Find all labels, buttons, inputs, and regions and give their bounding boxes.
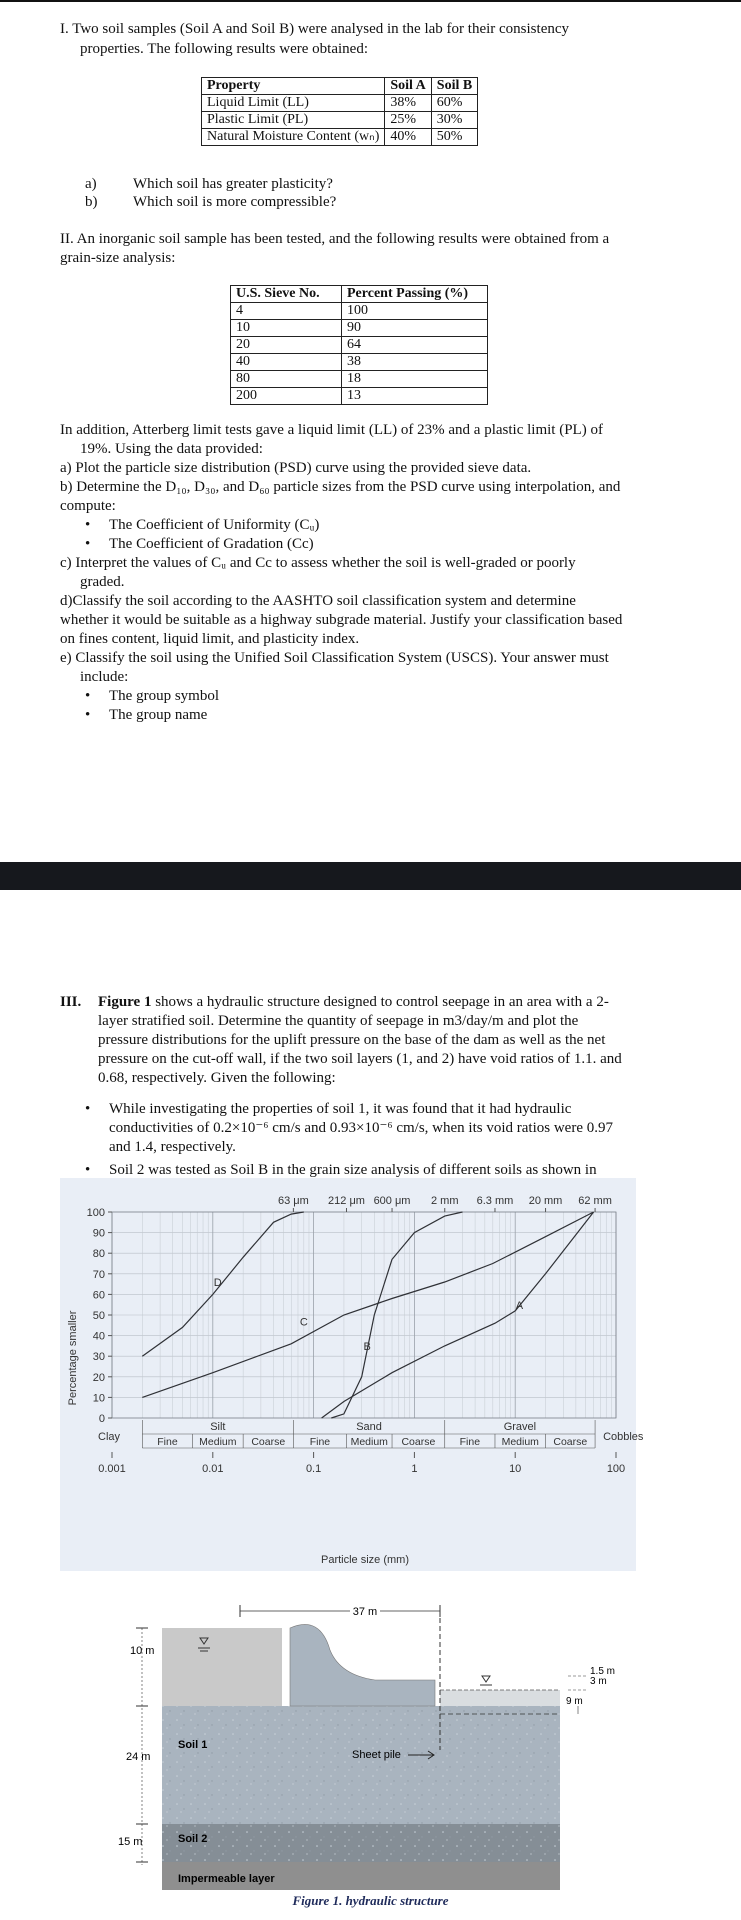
table-cell: 64 — [342, 337, 488, 354]
subclass-label: Fine — [459, 1436, 481, 1448]
x-tick-label: 0.001 — [98, 1463, 126, 1475]
y-tick-label: 60 — [92, 1289, 105, 1302]
q1-intro-line2: properties. The following results were obtained: — [80, 41, 368, 57]
table-cell: Plastic Limit (PL) — [202, 112, 385, 129]
subclass-label: Coarse — [401, 1436, 436, 1448]
class-label: Gravel — [503, 1421, 537, 1433]
table-cell: Natural Moisture Content (wₙ) — [202, 129, 385, 146]
impermeable-label: Impermeable layer — [178, 1873, 275, 1885]
y-tick-label: 30 — [92, 1351, 105, 1364]
q1-intro-line1: I. Two soil samples (Soil A and Soil B) were analysed in the lab for their consistency — [60, 21, 570, 37]
list-item — [85, 706, 208, 724]
upstream-water — [162, 1628, 282, 1706]
table-row — [202, 112, 478, 129]
q3-line1 — [98, 993, 609, 1011]
q2-intro-line1: II. An inorganic soil sample has been tested, and the following results were obtained from a — [60, 231, 610, 247]
list-item — [85, 535, 314, 553]
q1b-text: Which soil is more compressible? — [133, 194, 337, 210]
x-tick-label: 10 — [509, 1463, 522, 1475]
water-level-icon — [480, 1676, 492, 1685]
table-cell: Soil A — [385, 78, 431, 95]
table-row — [231, 354, 488, 371]
table-row — [231, 320, 488, 337]
q3-bullet1-line3: and 1.4, respectively. — [109, 1139, 236, 1155]
q2-text-line: graded. — [80, 574, 125, 590]
x-tick-label: 100 — [606, 1463, 626, 1475]
dim-37-label: 37 m — [352, 1606, 378, 1618]
top-tick-label: 6.3 mm — [476, 1195, 514, 1207]
table-cell: 40 — [231, 354, 342, 371]
table-cell: 25% — [385, 112, 431, 129]
bullet-dot: • — [85, 517, 91, 533]
y-tick-label: 70 — [92, 1268, 105, 1281]
bullet-dot: • — [85, 536, 91, 552]
gradation-chart — [60, 1178, 644, 1571]
bullet-dot: • — [85, 688, 91, 704]
subclass-label: Fine — [157, 1436, 178, 1448]
series-label-c: C — [299, 1316, 308, 1329]
dim-10-label: 10 m — [130, 1645, 155, 1657]
list-item-text: The Coefficient of Uniformity (Cᵤ) — [109, 517, 320, 533]
q2-text-line: In addition, Atterberg limit tests gave a liquid limit (LL) of 23% and a plastic limit (PL) of — [60, 422, 603, 438]
bullet-dot: • — [85, 707, 91, 723]
table-row — [231, 388, 488, 405]
table-cell: U.S. Sieve No. — [231, 286, 342, 303]
q3-line3: pressure distributions for the uplift pressure on the base of the dam as well as the net — [98, 1032, 606, 1048]
top-tick-label: 63 μm — [277, 1195, 309, 1207]
sheet-pile-label: Sheet pile — [352, 1749, 401, 1761]
q3-line2: layer stratified soil. Determine the quantity of seepage in m3/day/m and plot the — [98, 1013, 579, 1029]
q1b-label: b) — [85, 194, 98, 210]
q2-text-line: whether it would be suitable as a highway subgrade material. Justify your classification based — [60, 612, 623, 628]
subclass-label: Fine — [309, 1436, 331, 1448]
class-label: Sand — [356, 1421, 382, 1433]
q2-text-line: e) Classify the soil using the Unified Soil Classification System (USCS). Your answer must — [60, 650, 609, 666]
x-tick-label: 0.01 — [202, 1463, 224, 1475]
soil-layer-1-texture — [162, 1706, 560, 1824]
list-item-text: The Coefficient of Gradation (Cc) — [109, 536, 314, 552]
table-cell: Liquid Limit (LL) — [202, 95, 385, 112]
bullet-dot: • — [85, 1101, 91, 1117]
dim-24-label: 24 m — [126, 1751, 151, 1763]
q2-text-line: include: — [80, 669, 129, 685]
q1a-label: a) — [85, 176, 97, 192]
sieve-table — [230, 285, 488, 405]
dim-3-label: 3 m — [590, 1676, 607, 1687]
list-item — [85, 687, 219, 705]
top-tick-label: 20 mm — [528, 1195, 563, 1207]
q1a-text: Which soil has greater plasticity? — [133, 176, 333, 192]
q2-text-line: c) Interpret the values of Cᵤ and Cc to assess whether the soil is well-graded or poorly — [60, 555, 576, 571]
soil-layer-2-texture — [162, 1824, 560, 1862]
list-item-text: The group symbol — [109, 688, 219, 704]
top-tick-label: 600 μm — [373, 1195, 411, 1207]
top-tick-label: 212 μm — [328, 1195, 365, 1207]
q2-text-line: a) Plot the particle size distribution (PSD) curve using the provided sieve data. — [60, 460, 532, 476]
page-separator-band — [0, 862, 741, 890]
table-cell: 4 — [231, 303, 342, 320]
y-tick-label: 100 — [86, 1207, 105, 1219]
list-item — [85, 516, 320, 534]
subclass-label: Medium — [350, 1436, 388, 1448]
q3-line1-text: shows a hydraulic structure designed to control seepage in an area with a 2- — [151, 994, 609, 1010]
subclass-label: Medium — [501, 1436, 539, 1448]
class-label: Silt — [210, 1421, 226, 1433]
series-label-b: B — [363, 1341, 371, 1354]
table-row — [231, 371, 488, 388]
dim-15-label: 15 m — [118, 1836, 143, 1848]
y-tick-label: 0 — [98, 1413, 105, 1425]
table-row — [231, 337, 488, 354]
q2-text-line: b) Determine the D₁₀, D₃₀, and D₆₀ particle sizes from the PSD curve using interpolation, and — [60, 479, 621, 495]
table-cell: 18 — [342, 371, 488, 388]
q3-line5: 0.68, respectively. Given the following: — [98, 1070, 336, 1086]
table-cell: 20 — [231, 337, 342, 354]
dam-body — [290, 1624, 435, 1706]
soil-1-label: Soil 1 — [178, 1739, 208, 1751]
table-cell: Soil B — [431, 78, 477, 95]
table-row — [202, 95, 478, 112]
dim-1-5-label: 1.5 m — [590, 1666, 616, 1677]
table-cell: Property — [202, 78, 385, 95]
bullet-dot: • — [85, 1162, 91, 1178]
q2-text-line: 19%. Using the data provided: — [80, 441, 263, 457]
table-cell: Percent Passing (%) — [342, 286, 488, 303]
subclass-label: Coarse — [553, 1436, 588, 1448]
top-rule — [0, 0, 741, 2]
subclass-label: Medium — [199, 1436, 237, 1448]
table-cell: 80 — [231, 371, 342, 388]
table-cell: 90 — [342, 320, 488, 337]
table-row — [202, 78, 478, 95]
hydraulic-structure-figure — [90, 1590, 650, 1890]
q3-lead: Figure 1 — [98, 994, 152, 1010]
table-row — [231, 286, 488, 303]
consistency-table — [201, 77, 478, 146]
table-cell: 40% — [385, 129, 431, 146]
table-row — [231, 303, 488, 320]
q3-bullet1-line1: While investigating the properties of soil 1, it was found that it had hydraulic — [109, 1101, 572, 1117]
y-tick-label: 10 — [92, 1392, 105, 1405]
q2-text-line: on fines content, liquid limit, and plasticity index. — [60, 631, 360, 647]
chart-background — [60, 1178, 636, 1571]
top-tick-label: 2 mm — [430, 1195, 459, 1207]
x-tick-label: 0.1 — [305, 1463, 322, 1475]
q2-intro-line2: grain-size analysis: — [60, 250, 176, 266]
y-tick-label: 40 — [92, 1330, 105, 1343]
q3-bullet1-line2: conductivities of 0.2×10⁻⁶ cm/s and 0.93×10⁻⁶ cm/s, when its void ratios were 0.97 — [109, 1120, 613, 1136]
y-tick-label: 80 — [92, 1248, 105, 1261]
y-tick-label: 50 — [92, 1310, 105, 1322]
list-item — [85, 1100, 90, 1118]
table-cell: 60% — [431, 95, 477, 112]
table-cell: 38% — [385, 95, 431, 112]
table-cell: 13 — [342, 388, 488, 405]
y-tick-label: 20 — [92, 1371, 105, 1384]
x-tick-label: 1 — [411, 1463, 418, 1475]
list-item-text: The group name — [109, 707, 208, 723]
list-item — [85, 1161, 90, 1179]
dim-9-label: 9 m — [566, 1696, 583, 1707]
top-tick-label: 62 mm — [578, 1195, 612, 1207]
table-row — [202, 129, 478, 146]
table-cell: 38 — [342, 354, 488, 371]
table-cell: 100 — [342, 303, 488, 320]
x-axis-label: Particle size (mm) — [320, 1554, 410, 1566]
table-cell: 30% — [431, 112, 477, 129]
table-cell: 50% — [431, 129, 477, 146]
soil-2-label: Soil 2 — [178, 1833, 208, 1845]
subclass-label: Coarse — [251, 1436, 286, 1448]
table-cell: 10 — [231, 320, 342, 337]
table-cell: 200 — [231, 388, 342, 405]
q3-number: III. — [60, 994, 82, 1010]
y-tick-label: 90 — [92, 1227, 105, 1240]
downstream-water — [440, 1690, 560, 1706]
series-label-d: D — [213, 1277, 222, 1290]
q2-text-line: compute: — [60, 498, 116, 514]
q3-line4: pressure on the cut-off wall, if the two soil layers (1, and 2) have void ratios of 1.1. and — [98, 1051, 622, 1067]
figure-caption: Figure 1. hydraulic structure — [292, 1893, 449, 1908]
class-label: Cobbles — [603, 1431, 644, 1443]
q3-bullet2-line1: Soil 2 was tested as Soil B in the grain size analysis of different soils as shown in — [109, 1162, 597, 1178]
class-label: Clay — [98, 1431, 121, 1443]
y-axis-label: Percentage smaller — [67, 1310, 79, 1406]
q2-text-line: d)Classify the soil according to the AASHTO soil classification system and determine — [60, 593, 576, 609]
series-label-a: A — [515, 1299, 524, 1312]
